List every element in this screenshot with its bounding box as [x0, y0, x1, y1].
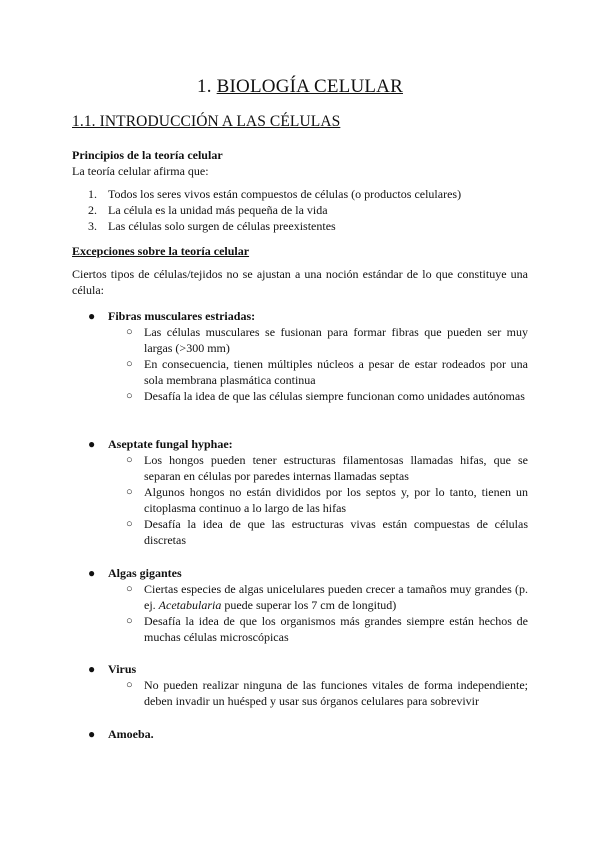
point-text: Las células musculares se fusionan para formar fibras que pueden ser muy largas (>300 mm) — [144, 325, 528, 355]
list-item — [72, 677, 528, 709]
circle-bullet-icon: ○ — [126, 679, 133, 691]
exception-section-algae — [72, 565, 528, 645]
point-text: Los hongos pueden tener estructuras filamentosas llamadas hifas, que se separan en células por paredes internas llamadas septas — [144, 453, 528, 483]
section-title-text: Aseptate fungal hyphae: — [108, 437, 233, 451]
principles-intro: La teoría celular afirma que: — [72, 164, 209, 178]
circle-bullet-icon: ○ — [126, 615, 133, 627]
point-text: Desafía la idea de que los organismos más grandes siempre están hechos de muchas células microscópicas — [144, 614, 528, 644]
principle-item — [72, 202, 552, 218]
circle-bullet-icon: ○ — [126, 454, 133, 466]
circle-bullet-icon: ○ — [126, 358, 133, 370]
section-title — [72, 436, 528, 452]
list-number: 1. — [88, 187, 97, 201]
chapter-title: BIOLOGÍA CELULAR — [216, 76, 403, 97]
list-item — [72, 516, 528, 548]
point-text-post: puede superar los 7 cm de longitud) — [221, 598, 397, 612]
exception-section-virus — [72, 661, 528, 709]
list-item — [72, 324, 528, 356]
circle-bullet-icon: ○ — [126, 390, 133, 402]
bullet-icon: ● — [88, 437, 96, 451]
point-text: Algunos hongos no están divididos por los septos y, por lo tanto, tienen un citoplasma continuo a lo largo de las hifas — [144, 485, 528, 515]
point-text-pre: Ciertas especies de algas unicelulares pueden crecer a tamaños muy grandes (p. ej. — [144, 582, 528, 612]
exceptions-intro: Ciertos tipos de células/tejidos no se ajustan a una noción estándar de lo que constituye una célula: — [72, 267, 528, 297]
principle-item — [72, 186, 552, 202]
sub-list — [72, 581, 528, 645]
point-text: Desafía la idea de que las células siempre funcionan como unidades autónomas — [144, 389, 525, 403]
section-title — [72, 726, 528, 742]
section-title-text: Algas gigantes — [108, 566, 182, 580]
list-item — [72, 581, 528, 613]
sub-list — [72, 677, 528, 709]
sub-list — [72, 452, 528, 548]
list-item — [72, 452, 528, 484]
section-title — [72, 308, 528, 324]
section-title — [72, 661, 528, 677]
list-item — [72, 388, 528, 404]
section-title-text: Amoeba. — [108, 727, 154, 741]
list-number: 2. — [88, 203, 97, 217]
chapter-number: 1. — [197, 76, 212, 97]
exception-section-amoeba — [72, 726, 528, 742]
principle-text: Las células solo surgen de células preexistentes — [108, 219, 336, 233]
principle-item — [72, 218, 552, 234]
principle-text: Todos los seres vivos están compuestos de células (o productos celulares) — [108, 187, 462, 201]
exception-section-muscle — [72, 308, 528, 404]
circle-bullet-icon: ○ — [126, 326, 133, 338]
principles-list — [72, 186, 552, 234]
list-number: 3. — [88, 219, 97, 233]
point-text: En consecuencia, tienen múltiples núcleos a pesar de estar rodeados por una sola membrana plasmática continua — [144, 357, 528, 387]
section-title-text: Fibras musculares estriadas: — [108, 309, 256, 323]
list-item — [72, 356, 528, 388]
species-name: Acetabularia — [158, 598, 222, 612]
bullet-icon: ● — [88, 727, 96, 741]
sub-list — [72, 324, 528, 404]
circle-bullet-icon: ○ — [126, 486, 133, 498]
circle-bullet-icon: ○ — [126, 518, 133, 530]
exceptions-title: Excepciones sobre la teoría celular — [72, 244, 250, 258]
list-item — [72, 484, 528, 516]
section-heading: 1.1. INTRODUCCIÓN A LAS CÉLULAS — [72, 113, 341, 130]
section-title-text: Virus — [108, 662, 137, 676]
point-text: Desafía la idea de que las estructuras vivas están compuestas de células discretas — [144, 517, 528, 547]
point-text: No pueden realizar ninguna de las funciones vitales de forma independiente; deben invadir un huésped y usar sus órganos celulares para sobrevivir — [144, 678, 528, 708]
chapter-heading — [0, 76, 600, 98]
bullet-icon: ● — [88, 662, 96, 676]
section-title — [72, 565, 528, 581]
exception-section-hyphae — [72, 436, 528, 548]
principle-text: La célula es la unidad más pequeña de la vida — [108, 203, 328, 217]
list-item — [72, 613, 528, 645]
bullet-icon: ● — [88, 309, 96, 323]
circle-bullet-icon: ○ — [126, 583, 133, 595]
principles-title: Principios de la teoría celular — [72, 148, 223, 162]
bullet-icon: ● — [88, 566, 96, 580]
